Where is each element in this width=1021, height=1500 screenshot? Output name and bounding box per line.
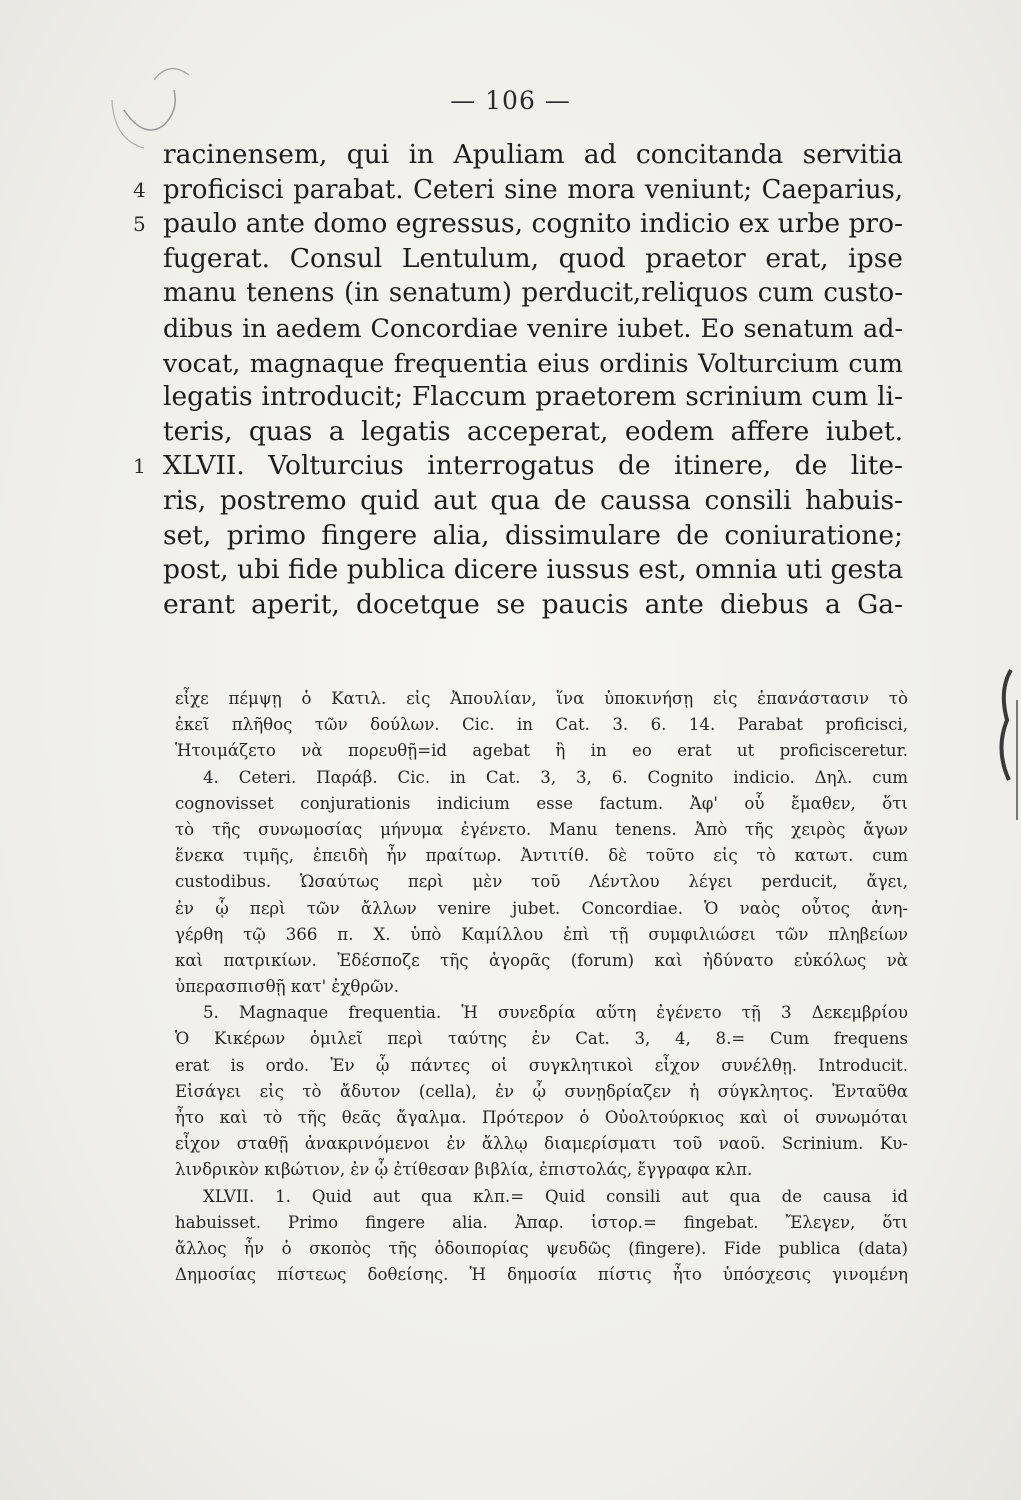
note-line: τὸ τῆς συνωμοσίας μήνυμα ἐγένετο. Manu tenens. Ἀπὸ τῆς χειρὸς ἄγων [175, 819, 908, 839]
note-line: Ἡτοιμάζετο νὰ πορευθῇ=id agebat ἢ in eo erat ut proficisceretur. [175, 741, 908, 761]
page-edge-shadow [981, 660, 1021, 840]
note-line: Εἰσάγει εἰς τὸ ἄδυτον (cella), ἐν ᾧ συνῃδρίαζεν ἡ σύγκλητος. Ἐνταῦθα [175, 1081, 908, 1101]
main-text-line [163, 484, 903, 519]
main-text-line [133, 449, 903, 484]
main-text-content: legatis introducit; Flaccum praetorem scrinium cum li- [163, 381, 903, 413]
main-text [133, 138, 904, 622]
main-text-line [163, 519, 903, 554]
note-line: εἶχε πέμψῃ ὁ Κατιλ. εἰς Ἀπουλίαν, ἵνα ὑποκινήσῃ εἰς ἐπανάστασιν τὸ [175, 689, 908, 708]
main-text-line [163, 588, 903, 623]
note-line: custodibus. Ὡσαύτως περὶ μὲν τοῦ Λέντλου λέγει perducit, ἄγει, [175, 872, 908, 892]
note-line: ἕνεκα τιμῆς, ἐπειδὴ ἦν πραίτωρ. Ἀντιτίθ. δὲ τοῦτο εἰς τὸ κατωτ. cum [175, 846, 908, 866]
note-line: 4. Ceteri. Παράβ. Cic. in Cat. 3, 3, 6. Cognito indicio. Δηλ. cum [203, 767, 908, 787]
note-line: εἶχον σταθῇ ἀνακρινόμενοι ἐν ἄλλῳ διαμερίσματι τοῦ ναοῦ. Scrinium. Κυ- [175, 1134, 908, 1154]
note-line: XLVII. 1. Quid aut qua κλπ.= Quid consili aut qua de causa id [203, 1186, 908, 1206]
main-text-content: manu tenens (in senatum) perducit,reliquos cum custo- [163, 278, 903, 309]
note-line: ἐκεῖ πλῆθος τῶν δούλων. Cic. in Cat. 3. 6. 14. Parabat proficisci, [175, 715, 908, 735]
main-text-content: racinensem, qui in Apuliam ad concitanda servitia [163, 139, 903, 170]
note-line: λινδρικὸν κιβώτιον, ἐν ᾧ ἐτίθεσαν βιβλία, ἐπιστολάς, ἔγγραφα κλπ. [175, 1160, 753, 1180]
main-text-content: vocat, magnaque frequentia eius ordinis Volturcium cum [163, 347, 903, 378]
main-text-content: teris, quas a legatis acceperat, eodem affere iubet. [163, 415, 903, 447]
main-text-line [163, 242, 903, 277]
main-text-content: dibus in aedem Concordiae venire iubet. Eo senatum ad- [163, 312, 903, 343]
main-text-content: erant aperit, docetque se paucis ante diebus a Ga- [163, 588, 903, 620]
main-text-line [163, 346, 903, 381]
note-line: 5. Magnaque frequentia. Ἡ συνεδρία αὕτη ἐγένετο τῇ 3 Δεκεμβρίου [203, 1003, 908, 1023]
main-text-content: XLVII. Volturcius interrogatus de itinere, de lite- [163, 450, 903, 482]
main-text-content: fugerat. Consul Lentulum, quod praetor erat, ipse [163, 242, 903, 274]
note-line: erat is ordo. Ἐν ᾧ πάντες οἱ συγκλητικοὶ εἶχον συνέλθῃ. Introducit. [175, 1055, 908, 1075]
main-text-line [163, 553, 903, 588]
main-text-line [163, 415, 903, 450]
note-line: ὑπερασπισθῇ κατ' ἐχθρῶν. [175, 977, 400, 997]
main-text-content: paulo ante domo egressus, cognito indicio ex urbe pro- [163, 208, 903, 240]
main-text-line [133, 207, 903, 242]
note-line: ἄλλος ἦν ὁ σκοπὸς τῆς ὁδοιπορίας ψευδῶς (fingere). Fide publica (data) [175, 1238, 908, 1258]
note-line: καὶ πατρικίων. Ἐδέσποζε τῆς ἀγορᾶς (forum) καὶ ἠδύνατο εὐκόλως νὰ [175, 950, 908, 970]
note-line: habuisset. Primo fingere alia. Ἀπαρ. ἱστορ.= fingebat. Ἔλεγεν, ὅτι [175, 1212, 908, 1232]
line-number: 1 [133, 454, 146, 479]
main-text-content: ris, postremo quid aut qua de caussa consili habuis- [163, 484, 903, 516]
page-number: — 106 — [450, 86, 571, 115]
main-text-line [133, 173, 903, 208]
note-line: ἦτο καὶ τὸ τῆς θεᾶς ἄγαλμα. Πρότερον ὁ Οὐολτούρκιος καὶ οἱ συνωμόται [175, 1108, 908, 1127]
note-line: γέρθη τῷ 366 π. Χ. ὑπὸ Καμίλλου ἐπὶ τῇ συμφιλιώσει τῶν πληβείων [175, 924, 908, 944]
main-text-content: post, ubi fide publica dicere iussus est, omnia uti gesta [163, 554, 904, 586]
commentary-notes [175, 686, 908, 1288]
main-text-content: set, primo fingere alia, dissimulare de coniuratione; [163, 519, 903, 551]
line-number: 5 [133, 212, 146, 237]
note-line: Δημοσίας πίστεως δοθείσης. Ἡ δημοσία πίστις ἦτο ὑπόσχεσις γινομένη [175, 1265, 908, 1285]
line-number: 4 [133, 177, 146, 202]
main-text-line [163, 311, 903, 346]
main-text-line [163, 138, 903, 173]
note-line: ἐν ᾧ περὶ τῶν ἄλλων venire jubet. Concordiae. Ὁ ναὸς οὗτος ἀνη- [175, 898, 908, 918]
note-line: Ὁ Κικέρων ὁμιλεῖ περὶ ταύτης ἐν Cat. 3, 4, 8.= Cum frequens [175, 1029, 908, 1049]
note-line: cognovisset conjurationis indicium esse factum. Ἀφ' οὗ ἔμαθεν, ὅτι [175, 793, 908, 813]
main-text-line [163, 276, 903, 311]
main-text-line [163, 380, 903, 415]
main-text-content: proficisci parabat. Ceteri sine mora veniunt; Caeparius, [163, 174, 903, 205]
